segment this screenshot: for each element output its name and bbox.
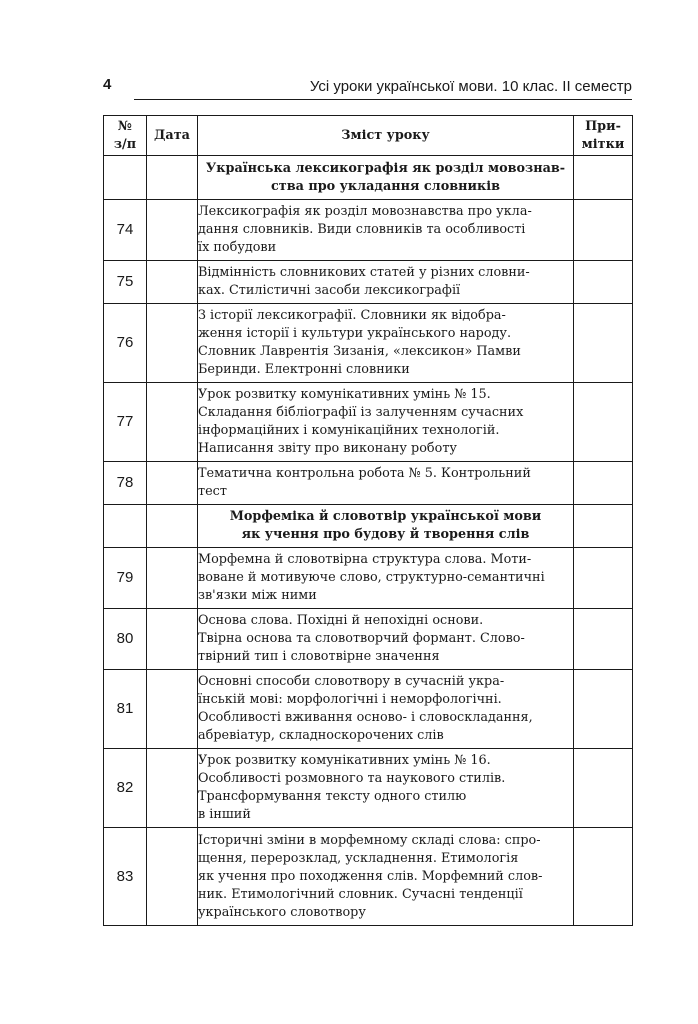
- table-header-row: [104, 116, 633, 156]
- text-line: Написання звіту про виконану роботу: [198, 441, 457, 456]
- lesson-number-cell: 76: [104, 304, 147, 383]
- column-header-notes: При- мітки: [574, 116, 633, 156]
- text-line: як учення про будову й творення слів: [241, 527, 530, 542]
- table-row: [104, 670, 633, 749]
- text-line: Трансформування тексту одного стилю: [198, 789, 467, 804]
- notes-cell: [574, 670, 633, 749]
- table-row: [104, 828, 633, 926]
- notes-cell: [574, 462, 633, 505]
- text-line: Особливості розмовного та наукового стилів.: [198, 771, 506, 786]
- date-cell: [147, 609, 198, 670]
- lesson-number-cell: 82: [104, 749, 147, 828]
- text-line: твірний тип і словотвірне значення: [198, 649, 440, 664]
- lesson-number-cell: 79: [104, 548, 147, 609]
- notes-cell: [574, 505, 633, 548]
- text-line: ження історії і культури українського народу.: [198, 326, 512, 341]
- section-row: [104, 505, 633, 548]
- column-header-date: Дата: [147, 116, 198, 156]
- lesson-content-cell: [198, 261, 574, 304]
- text-line: зв'язки між ними: [198, 588, 317, 603]
- text-line: дання словників. Види словників та особливості: [198, 222, 526, 237]
- text-line: як учення про походження слів. Морфемний слов-: [198, 868, 543, 884]
- notes-cell: [574, 261, 633, 304]
- text-line: щення, перерозклад, ускладнення. Етимологія: [198, 850, 519, 866]
- text-line: Основні способи словотвору в сучасній укра-: [198, 674, 505, 689]
- text-line: Відмінність словникових статей у різних словни-: [198, 265, 530, 280]
- notes-cell: [574, 156, 633, 200]
- lesson-content-cell: [198, 462, 574, 505]
- date-cell: [147, 304, 198, 383]
- column-header-content: Зміст уроку: [198, 116, 574, 156]
- text-line: абревіатур, складноскорочених слів: [198, 728, 444, 743]
- lesson-content-cell: [198, 828, 574, 926]
- lesson-number-cell: [104, 156, 147, 200]
- text-line: в інший: [198, 807, 251, 822]
- text-line: Лексикографія як розділ мовознавства про укла-: [198, 204, 532, 219]
- lesson-content-cell: [198, 670, 574, 749]
- section-title-cell: [198, 505, 574, 548]
- lesson-number-cell: 78: [104, 462, 147, 505]
- text-line: Урок розвитку комунікативних умінь № 16.: [198, 753, 491, 768]
- section-title-cell: [198, 156, 574, 200]
- table-row: [104, 200, 633, 261]
- text-line: їх побудови: [198, 240, 277, 255]
- text-line: З історії лексикографії. Словники як відобра-: [198, 308, 506, 323]
- lesson-content-cell: [198, 200, 574, 261]
- notes-cell: [574, 200, 633, 261]
- table-row: [104, 383, 633, 462]
- text-line: українського словотвору: [198, 904, 366, 920]
- date-cell: [147, 828, 198, 926]
- notes-cell: [574, 828, 633, 926]
- lesson-content-cell: [198, 749, 574, 828]
- text-line: Урок розвитку комунікативних умінь № 15.: [198, 387, 491, 402]
- text-line: інформаційних і комунікаційних технологій.: [198, 423, 500, 438]
- text-line: Словник Лаврентія Зизанія, «лексикон» Памви: [198, 344, 521, 359]
- text-line: Твірна основа та словотворчий формант. Слово-: [198, 631, 525, 646]
- notes-cell: [574, 304, 633, 383]
- date-cell: [147, 670, 198, 749]
- date-cell: [147, 505, 198, 548]
- date-cell: [147, 462, 198, 505]
- text-line: воване й мотивуюче слово, структурно-семантичні: [198, 570, 545, 585]
- lesson-number-cell: 74: [104, 200, 147, 261]
- text-line: Особливості вживання осново- і словоскладання,: [198, 710, 533, 725]
- text-line: ства про укладання словників: [271, 178, 500, 194]
- lesson-number-cell: [104, 505, 147, 548]
- lesson-plan-table: [103, 115, 633, 926]
- text-line: ник. Етимологічний словник. Сучасні тенденції: [198, 886, 523, 902]
- text-line: Складання бібліографії із залученням сучасних: [198, 405, 524, 420]
- notes-cell: [574, 383, 633, 462]
- table-row: [104, 462, 633, 505]
- lesson-number-cell: 80: [104, 609, 147, 670]
- date-cell: [147, 383, 198, 462]
- date-cell: [147, 548, 198, 609]
- lesson-content-cell: [198, 609, 574, 670]
- table-row: [104, 609, 633, 670]
- text-line: Основа слова. Похідні й непохідні основи.: [198, 613, 484, 628]
- lesson-number-cell: 75: [104, 261, 147, 304]
- notes-cell: [574, 749, 633, 828]
- text-line: Історичні зміни в морфемному складі слова: спро-: [198, 832, 541, 848]
- text-line: тест: [198, 484, 227, 499]
- lesson-content-cell: [198, 383, 574, 462]
- lesson-number-cell: 83: [104, 828, 147, 926]
- column-header-number: № з/п: [104, 116, 147, 156]
- table-row: [104, 749, 633, 828]
- date-cell: [147, 156, 198, 200]
- lesson-content-cell: [198, 548, 574, 609]
- text-line: Морфемна й словотвірна структура слова. Моти-: [198, 552, 532, 567]
- text-line: Морфеміка й словотвір української мови: [229, 509, 542, 524]
- table-row: [104, 304, 633, 383]
- notes-cell: [574, 609, 633, 670]
- text-line: Беринди. Електронні словники: [198, 362, 410, 377]
- text-line: їнській мові: морфологічні і неморфологічні.: [198, 692, 502, 707]
- date-cell: [147, 749, 198, 828]
- table-row: [104, 261, 633, 304]
- date-cell: [147, 200, 198, 261]
- lesson-number-cell: 81: [104, 670, 147, 749]
- running-title: Усі уроки української мови. 10 клас. II семестр: [309, 78, 632, 95]
- page-number: 4: [103, 76, 112, 93]
- lesson-number-cell: 77: [104, 383, 147, 462]
- notes-cell: [574, 548, 633, 609]
- header-rule: [134, 99, 632, 100]
- text-line: Тематична контрольна робота № 5. Контрольний: [198, 466, 531, 481]
- text-line: Українська лексикографія як розділ мовознав-: [205, 160, 566, 176]
- section-row: [104, 156, 633, 200]
- table-row: [104, 548, 633, 609]
- date-cell: [147, 261, 198, 304]
- lesson-content-cell: [198, 304, 574, 383]
- text-line: ках. Стилістичні засоби лексикографії: [198, 283, 461, 298]
